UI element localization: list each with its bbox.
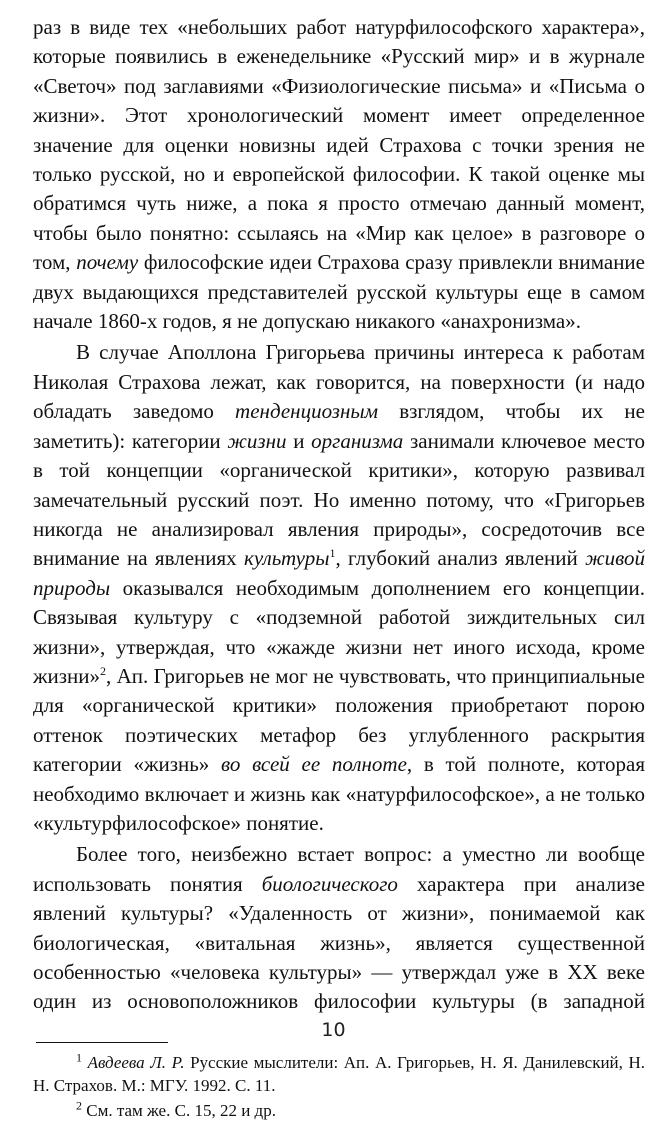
text-run: и <box>286 428 312 453</box>
italic-text: жизни <box>227 428 287 453</box>
italic-text: биологического <box>261 871 398 896</box>
body-text <box>33 13 645 1017</box>
footnote-marker: 1 <box>329 546 336 561</box>
text-run: занимали ключевое место в той концепции «органической критики», которую развивал замечательный русский поэт. Но именно потому, что «Григорьев никогда не анализировал явления природы», сосредоточив все внимание на явлениях <box>33 428 645 571</box>
footnote <box>33 1099 645 1122</box>
footnote-marker: 2 <box>100 663 107 678</box>
italic-text: почему <box>76 250 139 275</box>
paragraph <box>33 338 645 838</box>
italic-text: тенденциозным <box>235 399 379 424</box>
text-run: Более того, неизбежно встает вопрос: а уместно ли вообще использовать понятия <box>33 842 645 896</box>
text-run: раз в виде тех «небольших работ натурфилософского характера», которые появились в еженедельнике «Русский мир» и в журнале «Светоч» под заглавиями «Физиологические письма» и «Письма о жизни». Этот хронологический момент имеет определенное значение для оценки новизны идей Страхова с точки зрения не только русской, но и европейской философии. К такой оценке мы обратимся чуть ниже, а пока я просто отмечаю данный момент, чтобы было понятно: ссылаясь на «Мир как целое» в разговоре о том, <box>33 15 645 275</box>
italic-text: Авдеева Л. Р. <box>87 1052 185 1072</box>
text-run: характера при анализе явлений культуры? «Удаленность от жизни», понимаемой как биологическая, «витальная жизнь», является существенной особенностью «человека культуры» — утверждал уже в XX веке один из основоположников философии культуры (в западной <box>33 871 645 1014</box>
footnote-marker: 2 <box>76 1098 82 1113</box>
footnote <box>33 1051 645 1098</box>
italic-text: организма <box>311 428 404 453</box>
paragraph <box>33 13 645 336</box>
footnote-separator <box>36 1042 168 1043</box>
italic-text: во всей ее полноте <box>221 752 407 777</box>
text-run: , в той полноте, которая необходимо включает и жизнь как «натурфилософское», а не только «культурфилософское» понятие. <box>33 752 645 835</box>
text-run: оказывался необходимым дополнением его концепции. Связывая культуру с «подземной работой зиждительных сил жизни», утверждая, что «жажде жизни нет иного исхода, кроме жизни» <box>33 575 645 688</box>
text-run: , Ап. Григорьев не мог не чувствовать, что принципиальные для «органической критики» положения приобретают порою оттенок поэтических метафор без углубленного раскрытия категории «жизнь» <box>33 663 645 777</box>
text-run: взглядом, чтобы их не заметить): категории <box>33 399 645 453</box>
text-run: философские идеи Страхова сразу привлекли внимание двух выдающихся представителей русской культуры еще в самом начале 1860-х годов, я не допускаю никакого «анахронизма». <box>33 250 645 334</box>
footnote-marker: 1 <box>76 1050 82 1065</box>
text-run: , глубокий анализ явлений <box>335 546 586 571</box>
text-run: Русские мыслители: Ап. А. Григорьев, Н. Я. Данилевский, Н. Н. Страхов. М.: МГУ. 1992. С. 11. <box>33 1052 645 1096</box>
italic-text: живой природы <box>33 546 645 600</box>
text-run: См. там же. С. 15, 22 и др. <box>82 1100 276 1120</box>
page-number: 10 <box>321 1019 346 1041</box>
footnotes <box>33 1051 645 1122</box>
italic-text: культуры <box>244 546 330 571</box>
text-run: В случае Аполлона Григорьева причины интереса к работам Николая Страхова лежат, как говорится, на поверхности (и надо обладать заведомо <box>33 340 645 424</box>
paragraph <box>33 840 645 1016</box>
